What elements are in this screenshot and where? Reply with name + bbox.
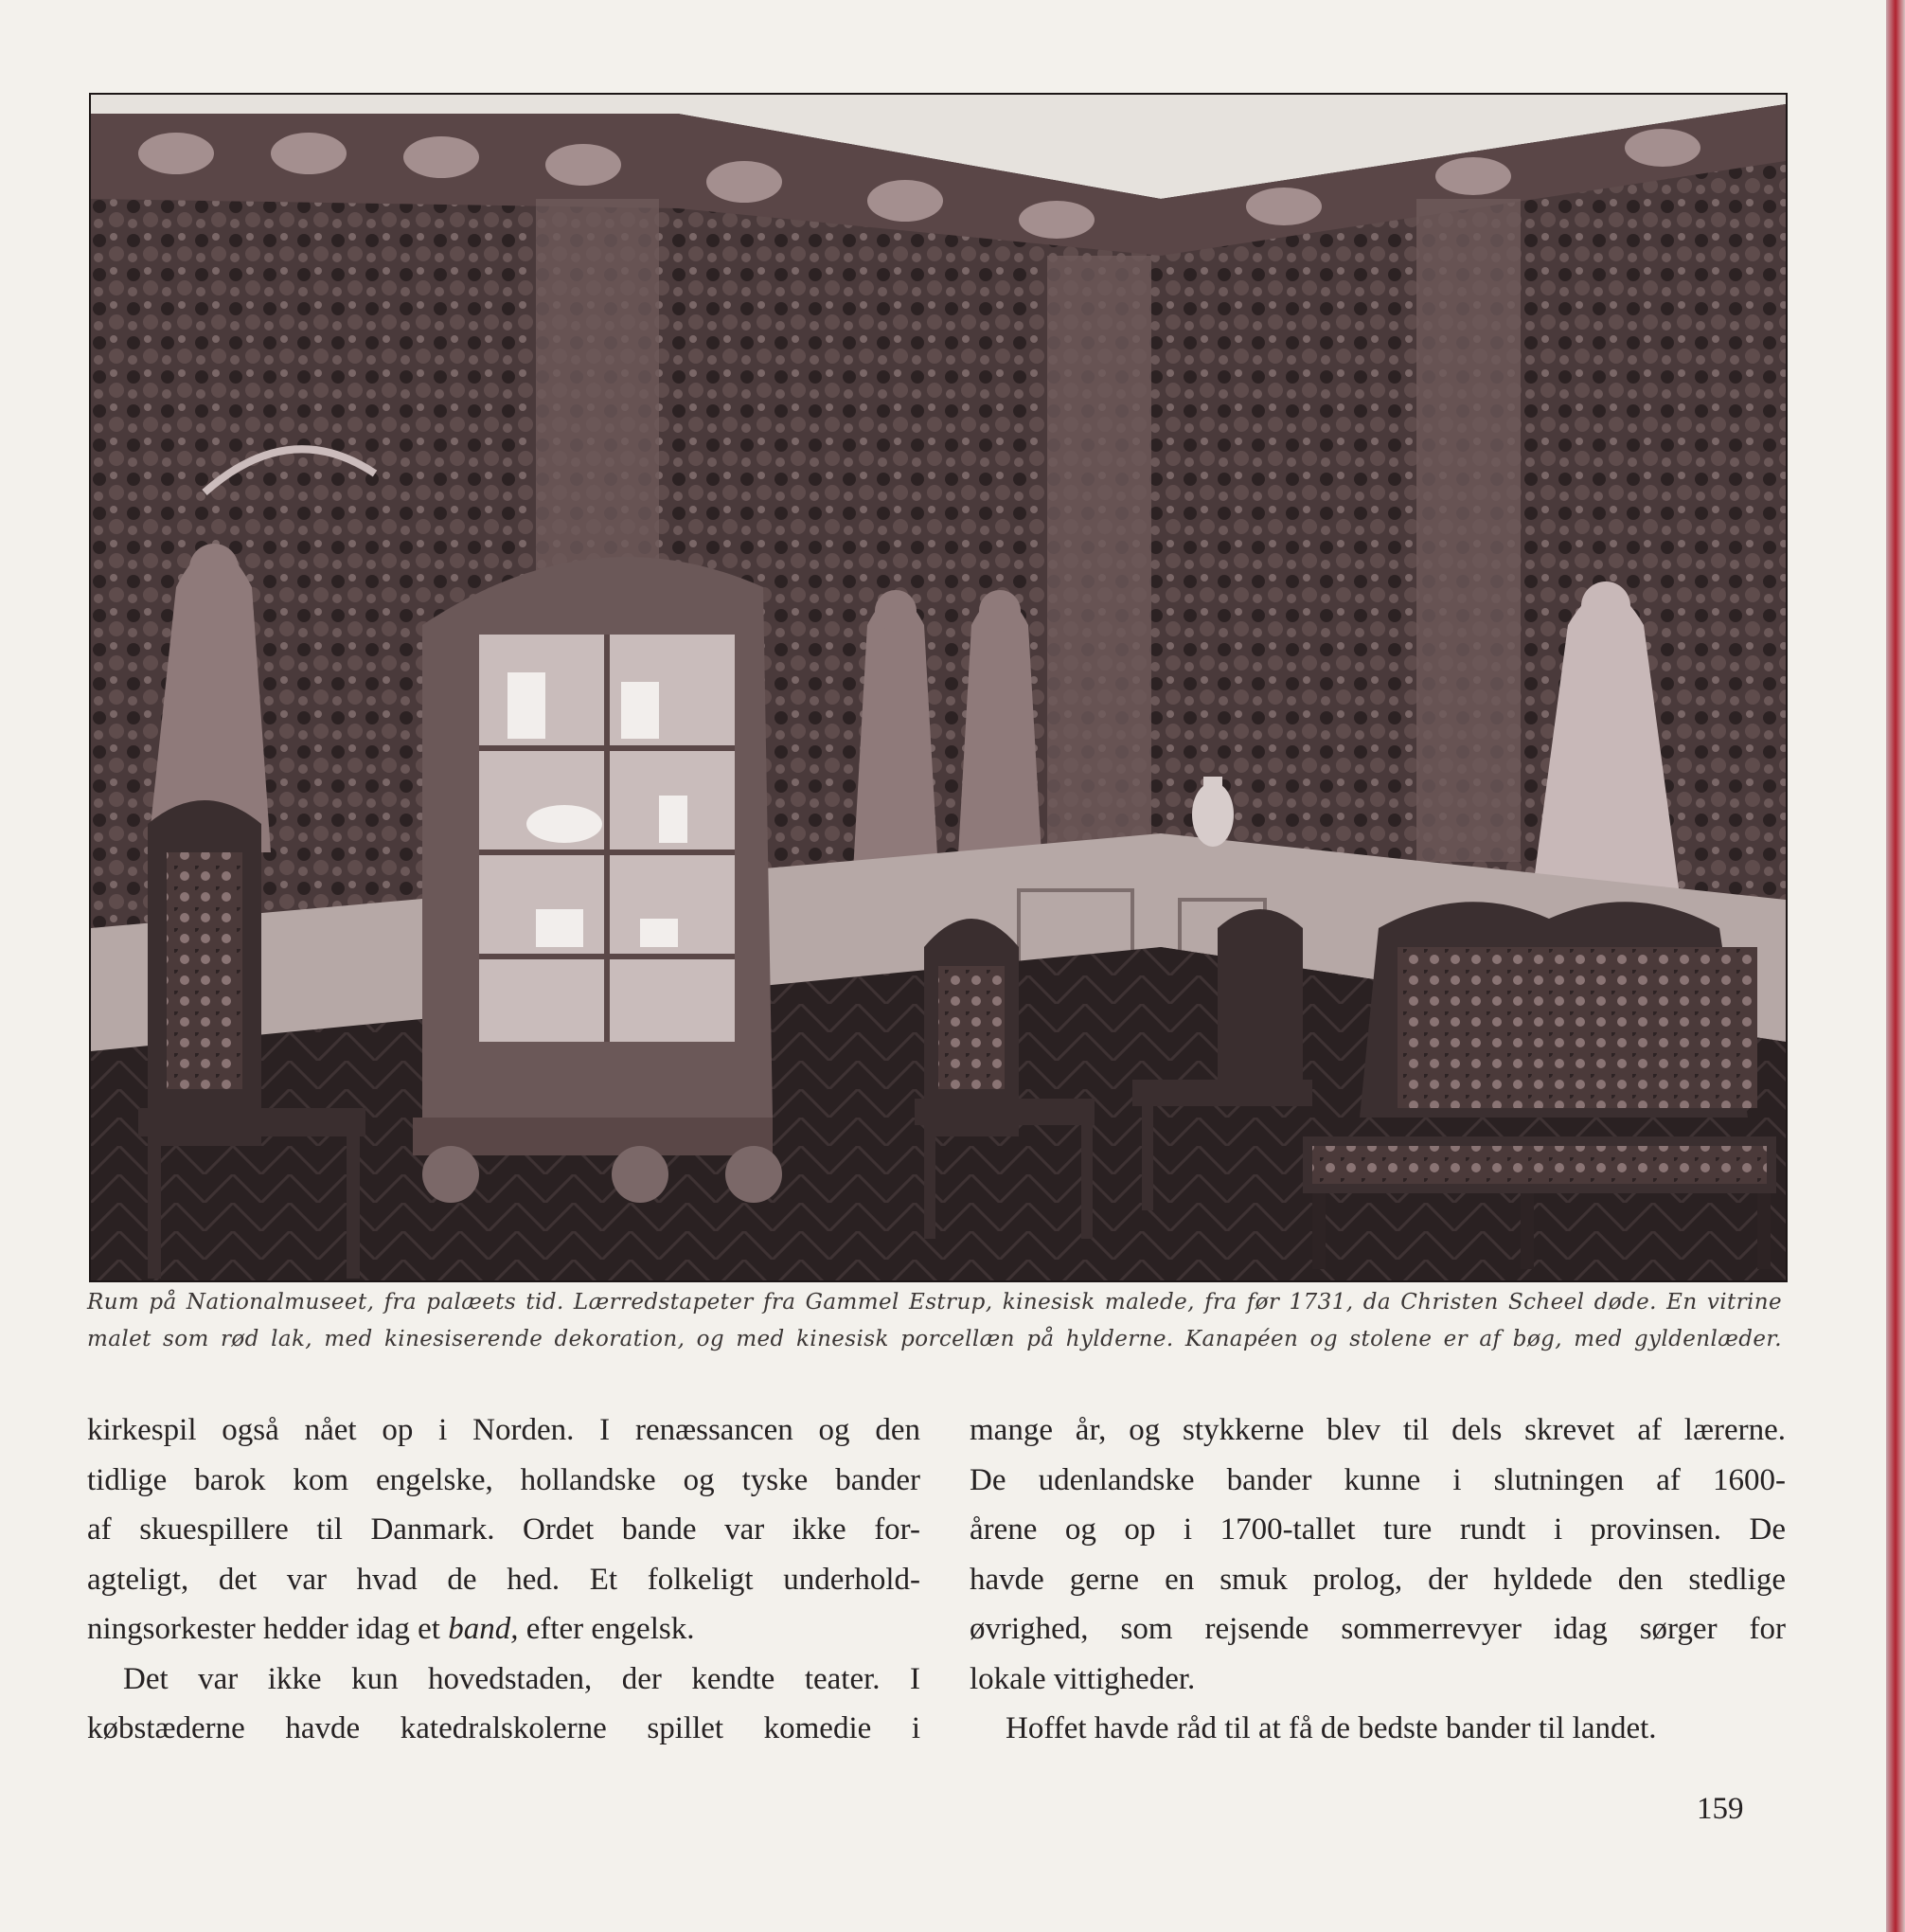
text-run: efter engelsk. [518,1612,695,1646]
text-line: lokale vittigheder. [970,1661,1196,1696]
left-text-column [87,1405,920,1754]
paragraph [87,1405,920,1655]
text-line: øvrighed, som rejsende sommerrevyer idag sørger for [970,1612,1786,1646]
text-line: mange år, og stykkerne blev til dels skrevet af lærerne. [970,1413,1786,1447]
text-line: De udenlandske bander kunne i slutningen af 1600- [970,1462,1786,1497]
right-text-column [970,1405,1786,1754]
caption-line-1: Rum på Nationalmuseet, fra palæets tid. Lærredstapeter fra Gammel Estrup, kinesisk malede, fra før 1731, da Christen Scheel døde. En vitrine [87,1290,1782,1315]
photo-caption [87,1284,1782,1358]
paragraph [970,1704,1786,1754]
museum-room-photo [89,93,1788,1282]
text-line: tidlige barok kom engelske, hollandske og tyske bander [87,1462,920,1497]
paragraph [970,1405,1786,1704]
text-line: kirkespil også nået op i Norden. I renæssancen og den [87,1413,920,1447]
text-line: Hoffet havde råd til at få de bedste bander til landet. [1006,1711,1657,1745]
text-line [87,1604,920,1655]
page-edge [1886,0,1905,1932]
text-line: Det var ikke kun hovedstaden, der kendte teater. I [123,1661,920,1696]
text-run: ningsorkester hedder idag et [87,1612,449,1646]
text-line: årene og op i 1700-tallet ture rundt i provinsen. De [970,1512,1786,1547]
text-line: købstæderne havde katedralskolerne spillet komedie i [87,1711,920,1745]
text-line: af skuespillere til Danmark. Ordet bande var ikke for- [87,1512,920,1547]
page-number: 159 [1697,1792,1744,1826]
paragraph [87,1655,920,1754]
text-line: havde gerne en smuk prolog, der hyldede den stedlige [970,1562,1786,1597]
text-line: agteligt, det var hvad de hed. Et folkeligt underhold- [87,1562,920,1597]
caption-line-2: malet som rød lak, med kinesiserende dekoration, og med kinesisk porcellæn på hylderne. Kanapéen og stolene er af bøg, med gyldenlæder. [87,1327,1782,1351]
italic-word: band, [448,1612,519,1646]
